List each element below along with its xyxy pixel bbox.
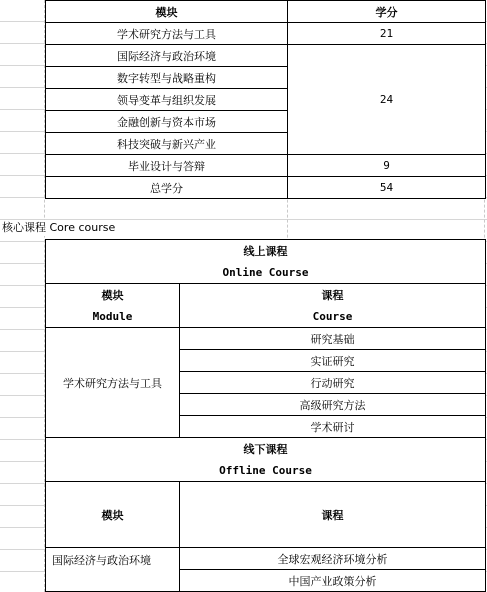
online-title-en: Online Course bbox=[46, 262, 486, 284]
module-cell: 学术研究方法与工具 bbox=[46, 23, 288, 45]
online-course-item: 学术研讨 bbox=[180, 416, 486, 438]
online-course-item: 研究基础 bbox=[180, 328, 486, 350]
online-course-header-cn: 课程 bbox=[180, 284, 486, 306]
online-module-header-cn: 模块 bbox=[46, 284, 180, 306]
total-label: 总学分 bbox=[46, 177, 288, 199]
offline-course-item: 全球宏观经济环境分析 bbox=[180, 548, 486, 570]
module-cell: 国际经济与政治环境 bbox=[46, 45, 288, 67]
header-module: 模块 bbox=[46, 1, 288, 23]
online-title-cn: 线上课程 bbox=[46, 240, 486, 262]
offline-course-header: 课程 bbox=[180, 482, 486, 548]
core-course-label bbox=[2, 220, 117, 236]
online-course-item: 行动研究 bbox=[180, 372, 486, 394]
module-cell: 金融创新与资本市场 bbox=[46, 111, 288, 133]
online-course-item: 实证研究 bbox=[180, 350, 486, 372]
credits-cell: 9 bbox=[288, 155, 486, 177]
offline-module-name: 国际经济与政治环境 bbox=[46, 548, 180, 592]
offline-title-en: Offline Course bbox=[46, 460, 486, 482]
offline-course-item: 中国产业政策分析 bbox=[180, 570, 486, 592]
total-credits: 54 bbox=[288, 177, 486, 199]
core-course-table bbox=[45, 239, 486, 592]
credits-cell-merged: 24 bbox=[288, 45, 486, 155]
module-cell: 毕业设计与答辩 bbox=[46, 155, 288, 177]
online-course-item: 高级研究方法 bbox=[180, 394, 486, 416]
header-credits: 学分 bbox=[288, 1, 486, 23]
module-cell: 科技突破与新兴产业 bbox=[46, 133, 288, 155]
online-module-name: 学术研究方法与工具 bbox=[46, 328, 180, 438]
online-course-header-en: Course bbox=[180, 306, 486, 328]
credits-cell: 21 bbox=[288, 23, 486, 45]
offline-module-header: 模块 bbox=[46, 482, 180, 548]
online-module-header-en: Module bbox=[46, 306, 180, 328]
module-cell: 数字转型与战略重构 bbox=[46, 67, 288, 89]
offline-title-cn: 线下课程 bbox=[46, 438, 486, 460]
credits-summary-table bbox=[45, 0, 486, 199]
core-course-label-text: 核心课程 Core course bbox=[2, 221, 116, 234]
module-cell: 领导变革与组织发展 bbox=[46, 89, 288, 111]
